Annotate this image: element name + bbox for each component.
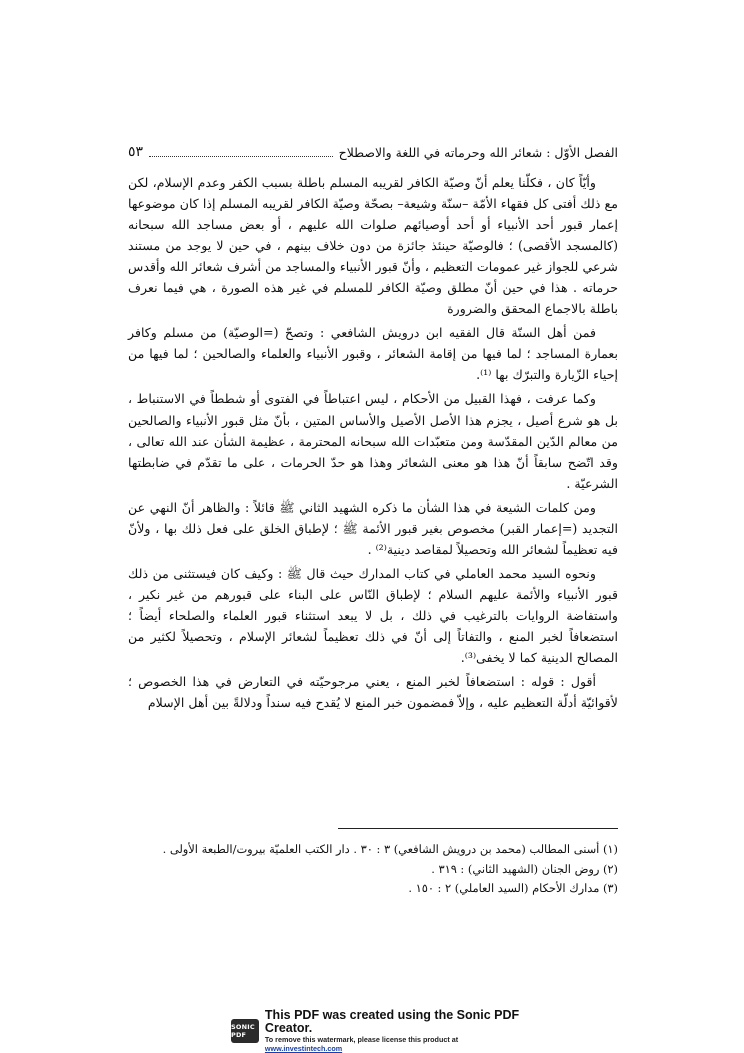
watermark-line2-prefix: To remove this watermark, please license this product at: [264, 1035, 459, 1044]
watermark: [231, 1008, 531, 1053]
footnote-separator: [338, 828, 618, 829]
header-dot-leader: [149, 148, 333, 157]
paragraph: أقول : قوله : استضعافاً لخبر المنع ، يعني مرجوحيّته في التعارض في هذا الخصوص ؛ لأقوائيّة أدلّة التعظيم عليه ، وإلاّ فمضمون خبر المنع لا يُقدح فيه سنداً ودلالةً بين أهل الإسلام: [128, 674, 618, 711]
footnote: (٢) روض الجنان (الشهيد الثاني) : ٣١٩ .: [431, 861, 618, 876]
chapter-title: الفصل الأوّل : شعائر الله وحرماته في اللغة والاصطلاح: [338, 144, 618, 160]
running-header: [128, 141, 618, 163]
footnotes: [128, 840, 618, 899]
sonic-pdf-logo: SONIC PDF: [231, 1019, 259, 1043]
watermark-line2: [265, 1035, 531, 1053]
footnote: (١) أسنى المطالب (محمد بن درويش الشافعي) ٣ : ٣٠ . دار الكتب العلميّة بيروت/الطبعة الأولى .: [162, 842, 618, 856]
paragraph: فمن أهل السنّة قال الفقيه ابن درويش الشافعي : وتصحّ (=الوصيّة) من مسلم وكافر بعمارة المساجد ؛ لما فيها من إقامة الشعائر ، وقبور الأنبياء والعلماء والصالحين ؛ لما فيها من إحياء الزّيارة والتبرّك بها ⁽¹⁾.: [128, 325, 618, 383]
paragraph: ونحوه السيد محمد العاملي في كتاب المدارك حيث قال ﷺ : وكيف كان فيستثنى من ذلك قبور الأنبياء والأئمة عليهم السلام ؛ لإطباق النّاس على البناء على قبورهم من غير نكير ، واستفاضة الروايات بالترغيب في ذلك ، بل لا يبعد استثناء قبور العلماء والصلحاء أيضاً ؛ استضعافاً لخبر المنع ، والتفاتاً إلى أنّ في ذلك تعظيماً لشعائر الإسلام ، وتحصيلاً لكثير من المصالح الدينية كما لا يخفى⁽³⁾.: [128, 565, 618, 666]
paragraph: وكما عرفت ، فهذا القبيل من الأحكام ، ليس اعتباطاً في الفتوى أو شططاً في الاستنباط ، بل هو شرع أصيل ، يجزم هذا الأصل الأصيل والأساس المتين ، بأنّ مثل قبور الأنبياء والصالحين من معالم الدّين المقدّسة ومن متعبّدات الله سبحانه المحترمة ، عظيمة الشأن عند الله تعالى ، وقد اتّضح سابقاً أنّ هذا هو معنى الشعائر وهذا هو حدّ الحرمات ، على ما تقدّم في ضابطتها الشرعيّة .: [128, 391, 618, 491]
paragraph: وأيّاً كان ، فكلّنا يعلم أنّ وصيّة الكافر لقريبه المسلم باطلة بسبب الكفر وعدم الإسلام، لكن مع ذلك أفتى كل فقهاء الأمّة –سنّة وشيعة– بصحّة وصيّة الكافر لقريبه المسلم إذا كان موضوعها إعمار قبور أحد الأنبياء أو أحد أوصيائهم صلوات الله عليهم ، أو بعض مساجد الله سبحانه (كالمسجد الأقصى) ؛ فالوصيّة حينئذ جائزة من دون خلاف بينهم ، في حين لا يوجد من مستند شرعي للجواز غير عمومات التعظيم ، وأنّ قبور الأنبياء والمساجد من أشرف شعائر الله وأقدس حرماته . هذا في حين أنّ مطلق وصيّة الكافر للمسلم في غير هذه الصورة ، هي فيما نعرف باطلة بالاجماع المحقق والضرورة: [128, 175, 618, 317]
watermark-link[interactable]: www.investintech.com: [264, 1044, 343, 1053]
body-text: [128, 172, 618, 713]
page-number: ٥٣: [128, 144, 144, 160]
watermark-line1: This PDF was created using the Sonic PDF Creator.: [264, 1008, 520, 1035]
footnote: (٣) مدارك الأحكام (السيد العاملي) ٢ : ١٥٠ .: [408, 881, 618, 895]
paragraph: ومن كلمات الشيعة في هذا الشأن ما ذكره الشهيد الثاني ﷺ قائلاً : والظاهر أنّ النهي عن التجديد (=إعمار القبر) مخصوص بغير قبور الأئمة ﷺ ؛ لإطباق الخلق على فعل ذلك بها ، ولأنّ فيه تعظيماً لشعائر الله وتحصيلاً لمقاصد دينية⁽²⁾ .: [128, 499, 618, 557]
watermark-text: [265, 1009, 531, 1053]
